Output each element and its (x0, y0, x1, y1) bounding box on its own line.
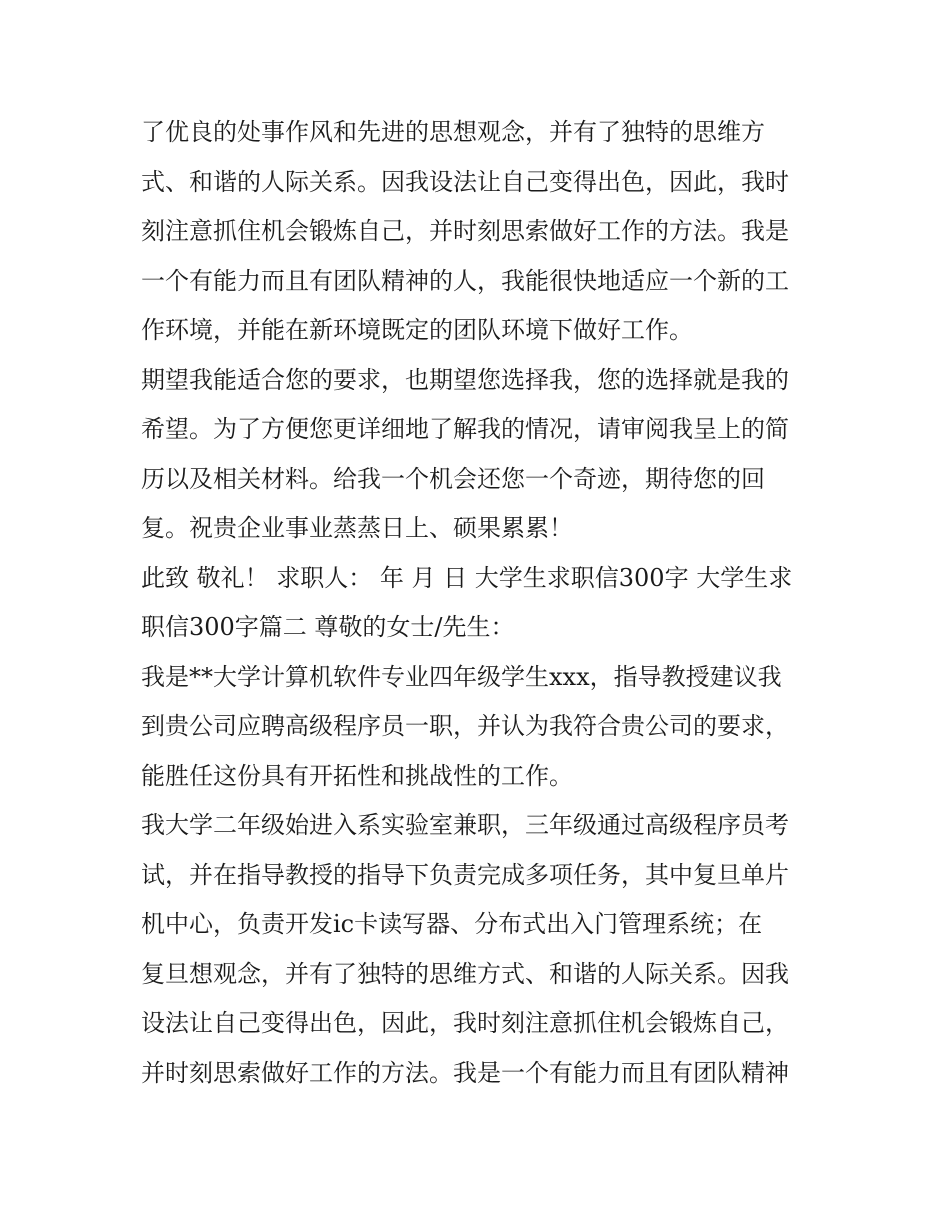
text-line: 职信300字篇二 尊敬的女士/先生： (141, 613, 515, 641)
text-line: 了优良的处事作风和先进的思想观念，并有了独特的思维方 (141, 118, 765, 146)
text-line: 设法让自己变得出色，因此，我时刻注意抓住机会锻炼自己， (141, 1009, 789, 1037)
text-line: 试，并在指导教授的指导下负责完成多项任务，其中复旦单片 (141, 860, 789, 889)
text-line: 机中心，负责开发ic卡读写器、分布式出入门管理系统；在 (141, 910, 763, 938)
document-body (141, 108, 821, 1098)
text-line: 希望。为了方便您更详细地了解我的情况，请审阅我呈上的简 (141, 415, 789, 443)
text-line: 能胜任这份具有开拓性和挑战性的工作。 (141, 761, 573, 790)
text-line: 期望我能适合您的要求，也期望您选择我，您的选择就是我的 (141, 365, 789, 394)
text-line: 我大学二年级始进入系实验室兼职，三年级通过高级程序员考 (141, 811, 789, 839)
text-line: 一个有能力而且有团队精神的人，我能很快地适应一个新的工 (141, 266, 789, 295)
text-line: 此致 敬礼！ 求职人： 年 月 日 大学生求职信300字 大学生求 (141, 563, 793, 592)
text-line: 复。祝贵企业事业蒸蒸日上、硕果累累！ (141, 514, 573, 542)
text-line: 到贵公司应聘高级程序员一职，并认为我符合贵公司的要求， (141, 712, 789, 740)
text-line: 式、和谐的人际关系。因我设法让自己变得出色，因此，我时 (141, 167, 789, 196)
text-line: 作环境，并能在新环境既定的团队环境下做好工作。 (141, 316, 693, 344)
text-line: 历以及相关材料。给我一个机会还您一个奇迹，期待您的回 (141, 464, 765, 493)
text-line: 并时刻思索做好工作的方法。我是一个有能力而且有团队精神 (141, 1058, 789, 1087)
text-line: 我是**大学计算机软件专业四年级学生xxx，指导教授建议我 (141, 662, 782, 691)
text-line: 刻注意抓住机会锻炼自己，并时刻思索做好工作的方法。我是 (141, 217, 789, 245)
text-line: 复旦想观念，并有了独特的思维方式、和谐的人际关系。因我 (141, 959, 789, 988)
